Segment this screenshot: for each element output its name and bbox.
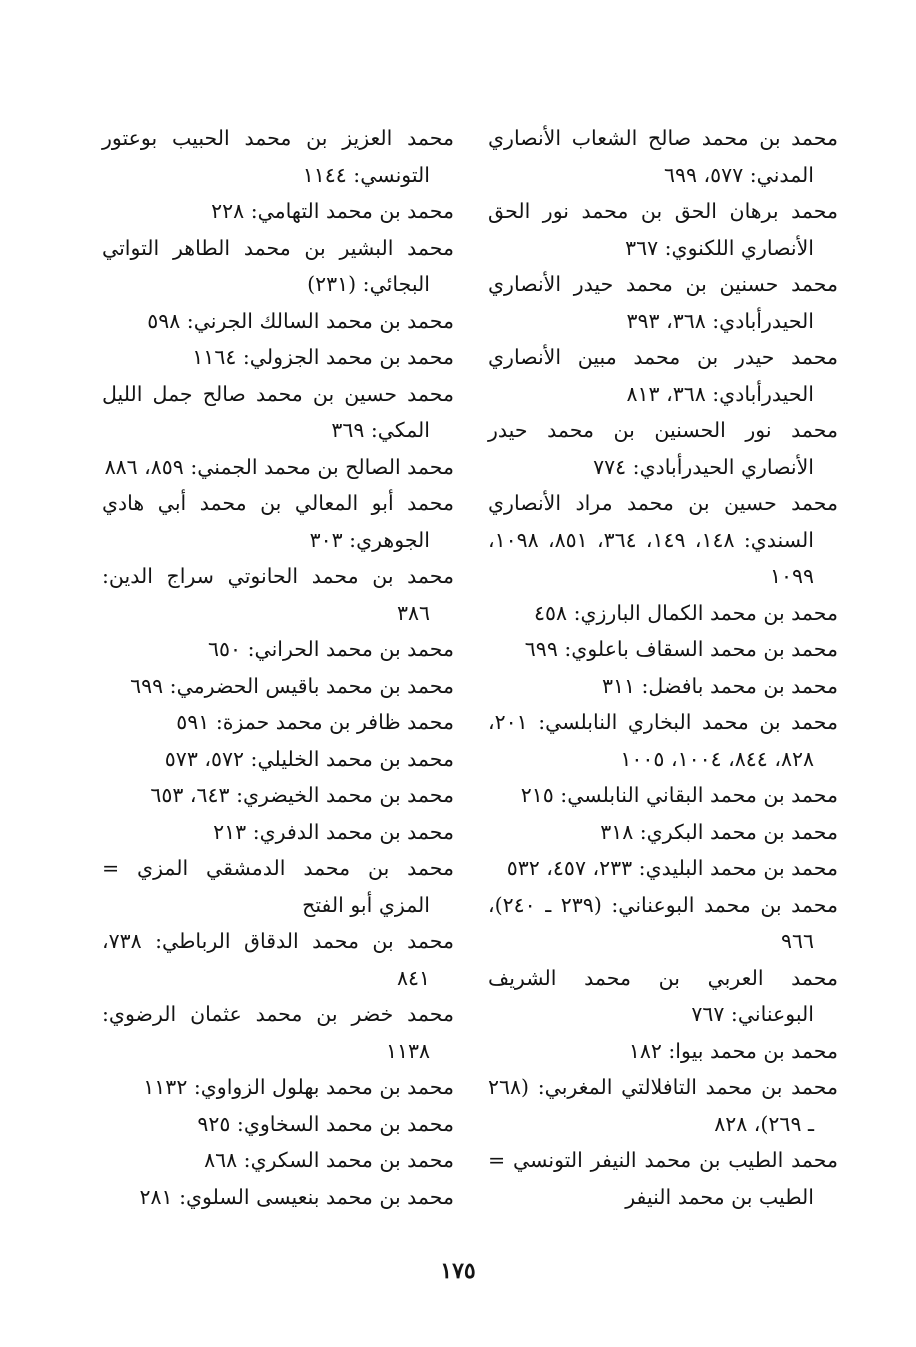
index-entry: محمد بن محمد البكري: ٣١٨ (600, 819, 838, 844)
index-column-right (488, 120, 838, 1215)
index-entry: محمد بن محمد بيوا: ١٨٢ (628, 1038, 838, 1063)
index-entry: محمد البشير بن محمد الطاهر التواتي البجائي: (٢٣١) (102, 235, 454, 296)
index-column-left (102, 120, 454, 1215)
index-entry: محمد بن محمد الدقاق الرباطي: ٧٣٨، ٨٤١ (102, 929, 454, 990)
index-entry: محمد بن محمد باقيس الحضرمي: ٦٩٩ (130, 673, 454, 698)
index-entry: محمد برهان الحق بن محمد نور الحق الأنصاري اللكنوي: ٣٦٧ (488, 199, 838, 260)
index-entry: محمد بن محمد السخاوي: ٩٢٥ (197, 1111, 454, 1136)
index-entry: محمد بن محمد البقاني النابلسي: ٢١٥ (520, 783, 838, 807)
index-entry: محمد بن محمد صالح الشعاب الأنصاري المدني: ٥٧٧، ٦٩٩ (488, 126, 838, 187)
index-entry: محمد بن محمد بافضل: ٣١١ (601, 673, 838, 698)
index-entry: محمد العزيز بن محمد الحبيب بوعتور التونسي: ١١٤٤ (102, 126, 454, 187)
index-entry: محمد الطيب بن محمد النيفر التونسي = الطيب بن محمد النيفر (488, 1148, 838, 1209)
index-entry: محمد ظافر بن محمد حمزة: ٥٩١ (176, 710, 454, 734)
index-entry: محمد بن محمد البخاري النابلسي: ٢٠١، ٨٢٨، ٨٤٤، ١٠٠٤، ١٠٠٥ (488, 710, 838, 771)
index-entry: محمد بن محمد بهلول الزواوي: ١١٣٢ (143, 1075, 454, 1099)
index-entry: محمد بن محمد البوعناني: (٢٣٩ ـ ٢٤٠)، ٩٦٦ (488, 892, 839, 953)
index-entry: محمد حسنين بن محمد حيدر الأنصاري الحيدرأبادي: ٣٦٨، ٣٩٣ (488, 272, 838, 333)
index-entry: محمد بن محمد الخليلي: ٥٧٢، ٥٧٣ (164, 746, 454, 771)
index-entry: محمد حيدر بن محمد مبين الأنصاري الحيدرأبادي: ٣٦٨، ٨١٣ (488, 345, 838, 406)
index-entry: محمد بن محمد الجزولي: ١١٦٤ (192, 345, 454, 369)
index-entry: محمد بن محمد السقاف باعلوي: ٦٩٩ (524, 637, 838, 661)
page-number: ١٧٥ (440, 1258, 476, 1284)
index-entry: محمد بن محمد السالك الجرني: ٥٩٨ (147, 308, 454, 333)
index-entry: محمد أبو المعالي بن محمد أبي هادي الجوهري: ٣٠٣ (102, 491, 454, 552)
index-entry: محمد بن محمد التهامي: ٢٢٨ (211, 199, 454, 223)
index-entry: محمد بن محمد بنعيسى السلوي: ٢٨١ (139, 1184, 454, 1209)
index-entry: محمد بن محمد الدمشقي المزي = المزي أبو الفتح (102, 856, 454, 917)
index-entry: محمد الصالح بن محمد الجمني: ٨٥٩، ٨٨٦ (104, 454, 454, 479)
index-entry: محمد العربي بن محمد الشريف البوعناني: ٧٦٧ (488, 965, 838, 1026)
index-entry: محمد حسين بن محمد صالح جمل الليل المكي: ٣٦٩ (102, 381, 454, 442)
index-entry: محمد خضر بن محمد عثمان الرضوي: ١١٣٨ (102, 1002, 454, 1063)
index-entry: محمد بن محمد السكري: ٨٦٨ (204, 1148, 454, 1172)
index-entry: محمد حسين بن محمد مراد الأنصاري السندي: ١٤٨، ١٤٩، ٣٦٤، ٨٥١، ١٠٩٨، ١٠٩٩ (488, 491, 838, 588)
index-entry: محمد بن محمد الحراني: ٦٥٠ (208, 637, 454, 661)
index-entry: محمد بن محمد الكمال البارزي: ٤٥٨ (534, 600, 838, 625)
index-entry: محمد بن محمد التافلالتي المغربي: (٢٦٨ ـ ٢٦٩)، ٨٢٨ (488, 1075, 838, 1136)
index-entry: محمد بن محمد الحانوتي سراج الدين: ٣٨٦ (102, 564, 454, 625)
index-entry: محمد بن محمد الدفري: ٢١٣ (213, 819, 454, 844)
index-entry: محمد بن محمد الخيضري: ٦٤٣، ٦٥٣ (150, 783, 454, 807)
index-entry: محمد نور الحسنين بن محمد حيدر الأنصاري الحيدرأبادي: ٧٧٤ (488, 418, 838, 479)
index-entry: محمد بن محمد البليدي: ٢٣٣، ٤٥٧، ٥٣٢ (506, 856, 838, 880)
